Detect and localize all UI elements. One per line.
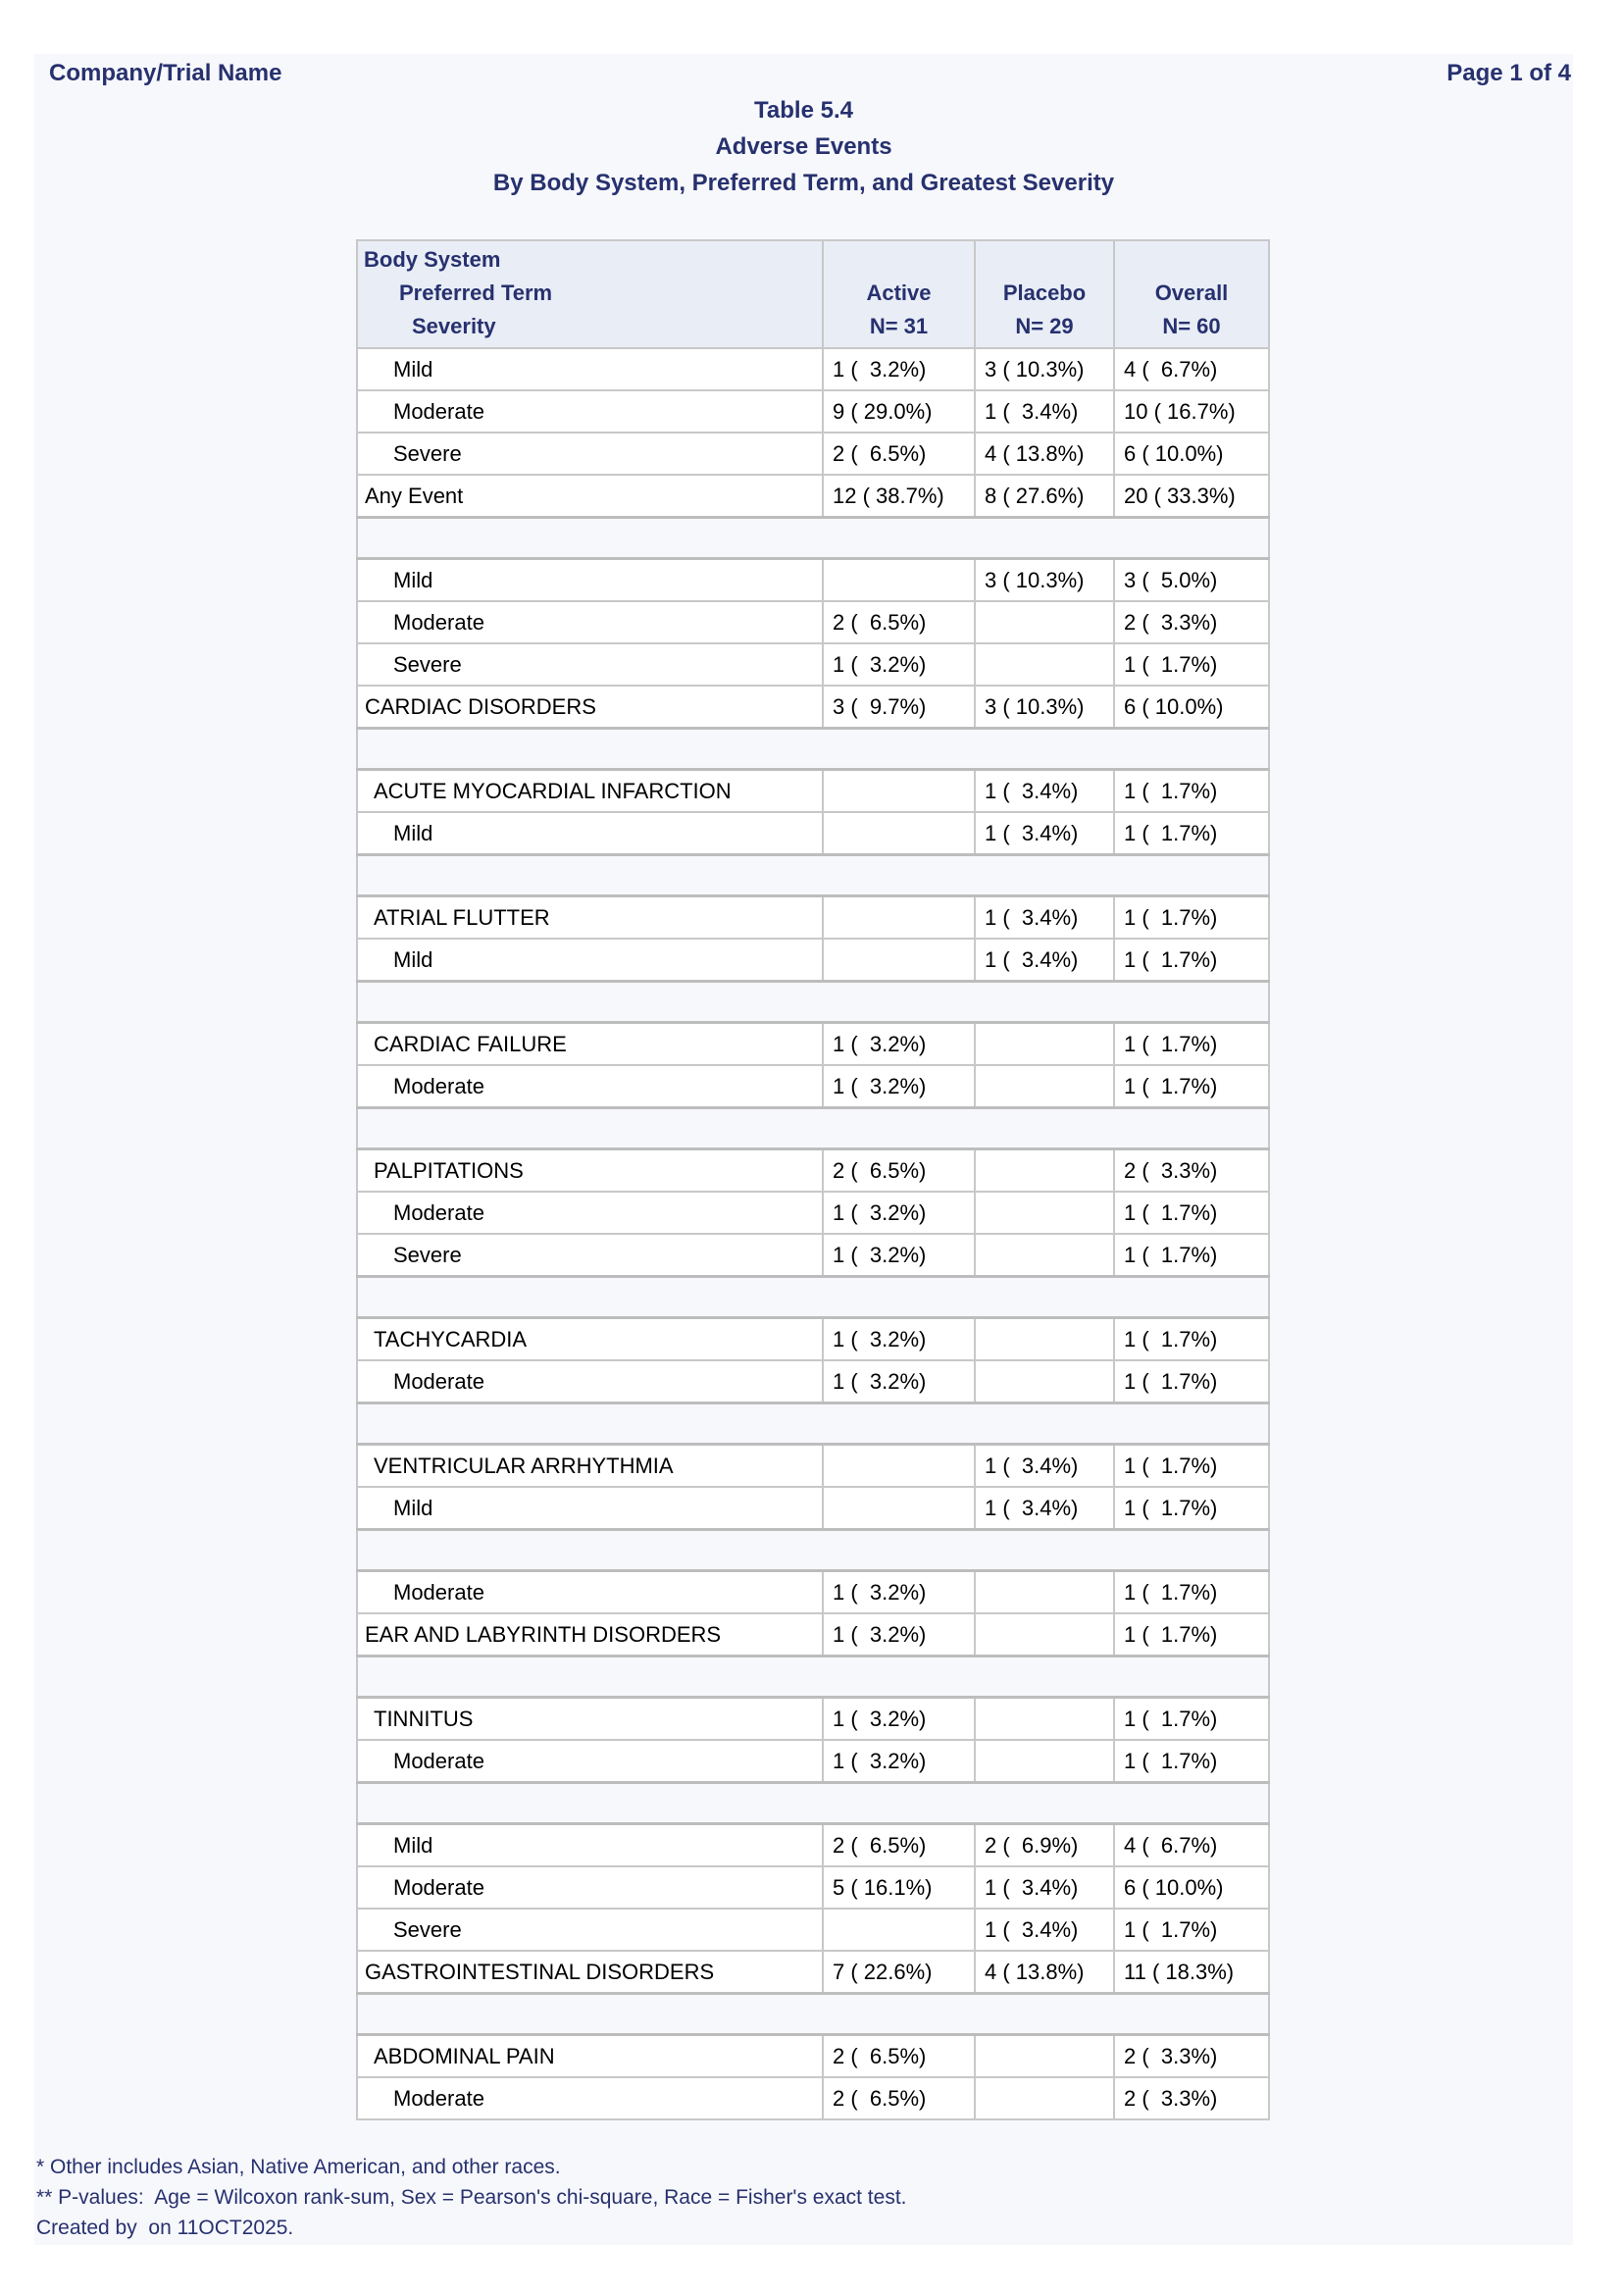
active-cell (823, 1445, 975, 1488)
active-cell: 1 ( 3.2%) (823, 1571, 975, 1614)
separator-row (357, 1994, 1269, 2035)
separator-cell (357, 982, 1269, 1023)
placebo-cell (975, 1149, 1114, 1193)
report-page (34, 54, 1573, 2245)
active-cell: 12 ( 38.7%) (823, 475, 975, 518)
preferred-term-label: ATRIAL FLUTTER (357, 896, 823, 940)
overall-cell: 1 ( 1.7%) (1114, 1445, 1269, 1488)
active-cell (823, 1909, 975, 1951)
separator-row (357, 982, 1269, 1023)
severity-label: Mild (357, 348, 823, 390)
overall-cell: 1 ( 1.7%) (1114, 1698, 1269, 1741)
table-row (357, 1192, 1269, 1234)
footnote-created-by: Created by on 11OCT2025. (36, 2217, 294, 2239)
overall-cell: 1 ( 1.7%) (1114, 1234, 1269, 1277)
table-row (357, 939, 1269, 982)
placebo-cell: 3 ( 10.3%) (975, 559, 1114, 602)
active-cell: 2 ( 6.5%) (823, 1149, 975, 1193)
footnote-races: * Other includes Asian, Native American, and other races. (36, 2156, 561, 2178)
table-row (357, 390, 1269, 433)
placebo-cell (975, 1740, 1114, 1783)
separator-row (357, 855, 1269, 896)
overall-cell: 6 ( 10.0%) (1114, 686, 1269, 729)
preferred-term-label: TACHYCARDIA (357, 1318, 823, 1361)
preferred-term-label: ACUTE MYOCARDIAL INFARCTION (357, 770, 823, 813)
overall-cell: 6 ( 10.0%) (1114, 1866, 1269, 1909)
active-cell (823, 896, 975, 940)
overall-cell: 1 ( 1.7%) (1114, 1740, 1269, 1783)
placebo-cell: 4 ( 13.8%) (975, 433, 1114, 475)
stub-column-header (357, 240, 823, 348)
active-cell (823, 812, 975, 855)
placebo-cell: 8 ( 27.6%) (975, 475, 1114, 518)
overall-cell: 1 ( 1.7%) (1114, 1360, 1269, 1403)
separator-cell (357, 729, 1269, 770)
table-subtitle: By Body System, Preferred Term, and Greatest Severity (492, 170, 1115, 196)
stub-header-severity: Severity (412, 314, 496, 338)
overall-cell: 2 ( 3.3%) (1114, 1149, 1269, 1193)
active-cell: 1 ( 3.2%) (823, 1698, 975, 1741)
table-row (357, 770, 1269, 813)
adverse-events-table (356, 239, 1270, 2120)
active-cell: 2 ( 6.5%) (823, 2077, 975, 2119)
separator-row (357, 1108, 1269, 1149)
table-header (357, 240, 1269, 348)
placebo-cell (975, 1234, 1114, 1277)
overall-cell: 1 ( 1.7%) (1114, 896, 1269, 940)
severity-label: Moderate (357, 1360, 823, 1403)
placebo-cell: 1 ( 3.4%) (975, 1445, 1114, 1488)
active-cell (823, 770, 975, 813)
separator-cell (357, 518, 1269, 559)
table-body (357, 348, 1269, 2119)
placebo-cell (975, 643, 1114, 686)
severity-label: Severe (357, 1234, 823, 1277)
placebo-cell (975, 1698, 1114, 1741)
body-system-label: Any Event (357, 475, 823, 518)
active-cell (823, 939, 975, 982)
separator-row (357, 729, 1269, 770)
placebo-cell: 1 ( 3.4%) (975, 939, 1114, 982)
active-cell: 1 ( 3.2%) (823, 1023, 975, 1066)
severity-label: Severe (357, 1909, 823, 1951)
placebo-cell: 1 ( 3.4%) (975, 1909, 1114, 1951)
table-row (357, 1824, 1269, 1867)
active-cell: 3 ( 9.7%) (823, 686, 975, 729)
active-cell: 1 ( 3.2%) (823, 1318, 975, 1361)
active-cell (823, 559, 975, 602)
footnote-pvalues: ** P-values: Age = Wilcoxon rank-sum, Sex = Pearson's chi-square, Race = Fisher's exact test. (36, 2186, 907, 2209)
title-block (34, 92, 1573, 201)
overall-cell: 4 ( 6.7%) (1114, 1824, 1269, 1867)
body-system-label: GASTROINTESTINAL DISORDERS (357, 1951, 823, 1994)
active-column-label: Active (866, 280, 932, 305)
table-row (357, 1360, 1269, 1403)
overall-cell: 1 ( 1.7%) (1114, 1613, 1269, 1657)
page-number: Page 1 of 4 (1446, 60, 1571, 86)
active-cell: 1 ( 3.2%) (823, 1613, 975, 1657)
separator-row (357, 1530, 1269, 1571)
table-row (357, 2077, 1269, 2119)
active-cell: 1 ( 3.2%) (823, 1234, 975, 1277)
severity-label: Moderate (357, 601, 823, 643)
overall-cell: 2 ( 3.3%) (1114, 2077, 1269, 2119)
separator-row (357, 1403, 1269, 1445)
separator-cell (357, 1403, 1269, 1445)
placebo-cell (975, 2077, 1114, 2119)
table-row (357, 1318, 1269, 1361)
active-cell: 1 ( 3.2%) (823, 1065, 975, 1108)
separator-cell (357, 1530, 1269, 1571)
severity-label: Moderate (357, 1192, 823, 1234)
overall-cell: 6 ( 10.0%) (1114, 433, 1269, 475)
placebo-cell (975, 1065, 1114, 1108)
overall-cell: 1 ( 1.7%) (1114, 1318, 1269, 1361)
severity-label: Moderate (357, 390, 823, 433)
active-cell: 1 ( 3.2%) (823, 348, 975, 390)
footnote-block (36, 2152, 907, 2243)
overall-cell: 3 ( 5.0%) (1114, 559, 1269, 602)
report-header (34, 54, 1573, 88)
severity-label: Mild (357, 1824, 823, 1867)
stub-header-body-system: Body System (364, 247, 501, 272)
severity-label: Severe (357, 433, 823, 475)
active-cell: 1 ( 3.2%) (823, 643, 975, 686)
body-system-label: CARDIAC DISORDERS (357, 686, 823, 729)
severity-label: Mild (357, 1487, 823, 1530)
overall-column-label: Overall (1154, 280, 1229, 305)
separator-cell (357, 1657, 1269, 1698)
table-row (357, 1866, 1269, 1909)
severity-label: Moderate (357, 1571, 823, 1614)
placebo-column-header (975, 240, 1114, 348)
separator-row (357, 518, 1269, 559)
body-system-label: EAR AND LABYRINTH DISORDERS (357, 1613, 823, 1657)
overall-cell: 1 ( 1.7%) (1114, 1192, 1269, 1234)
table-row (357, 1149, 1269, 1193)
placebo-cell: 1 ( 3.4%) (975, 1866, 1114, 1909)
overall-column-n: N= 60 (1162, 314, 1221, 338)
overall-cell: 11 ( 18.3%) (1114, 1951, 1269, 1994)
placebo-cell: 2 ( 6.9%) (975, 1824, 1114, 1867)
placebo-cell: 1 ( 3.4%) (975, 390, 1114, 433)
table-row (357, 1951, 1269, 1994)
severity-label: Mild (357, 559, 823, 602)
placebo-cell: 1 ( 3.4%) (975, 812, 1114, 855)
table-row (357, 1445, 1269, 1488)
severity-label: Moderate (357, 1740, 823, 1783)
placebo-cell (975, 2035, 1114, 2078)
severity-label: Moderate (357, 2077, 823, 2119)
overall-cell: 2 ( 3.3%) (1114, 601, 1269, 643)
table-row (357, 812, 1269, 855)
active-cell: 2 ( 6.5%) (823, 2035, 975, 2078)
preferred-term-label: CARDIAC FAILURE (357, 1023, 823, 1066)
active-cell: 2 ( 6.5%) (823, 433, 975, 475)
table-row (357, 433, 1269, 475)
table-row (357, 601, 1269, 643)
active-cell: 5 ( 16.1%) (823, 1866, 975, 1909)
placebo-column-label: Placebo (1002, 280, 1087, 305)
active-cell (823, 1487, 975, 1530)
separator-row (357, 1277, 1269, 1318)
preferred-term-label: VENTRICULAR ARRHYTHMIA (357, 1445, 823, 1488)
separator-row (357, 1783, 1269, 1824)
table-row (357, 559, 1269, 602)
overall-cell: 2 ( 3.3%) (1114, 2035, 1269, 2078)
table-row (357, 1023, 1269, 1066)
severity-label: Mild (357, 939, 823, 982)
overall-cell: 1 ( 1.7%) (1114, 770, 1269, 813)
table-row (357, 1065, 1269, 1108)
table-number-title: Table 5.4 (754, 97, 853, 124)
active-cell: 1 ( 3.2%) (823, 1192, 975, 1234)
table-row (357, 1909, 1269, 1951)
preferred-term-label: TINNITUS (357, 1698, 823, 1741)
placebo-cell: 3 ( 10.3%) (975, 686, 1114, 729)
overall-cell: 1 ( 1.7%) (1114, 939, 1269, 982)
table-row (357, 896, 1269, 940)
separator-cell (357, 1108, 1269, 1149)
table-row (357, 1698, 1269, 1741)
overall-cell: 1 ( 1.7%) (1114, 1487, 1269, 1530)
placebo-cell (975, 601, 1114, 643)
placebo-cell (975, 1613, 1114, 1657)
placebo-column-n: N= 29 (1015, 314, 1074, 338)
preferred-term-label: ABDOMINAL PAIN (357, 2035, 823, 2078)
preferred-term-label: PALPITATIONS (357, 1149, 823, 1193)
severity-label: Moderate (357, 1065, 823, 1108)
table-row (357, 1613, 1269, 1657)
separator-cell (357, 1783, 1269, 1824)
table-name-title: Adverse Events (715, 133, 892, 160)
table-row (357, 2035, 1269, 2078)
severity-label: Moderate (357, 1866, 823, 1909)
active-cell: 9 ( 29.0%) (823, 390, 975, 433)
severity-label: Mild (357, 812, 823, 855)
separator-row (357, 1657, 1269, 1698)
separator-cell (357, 1277, 1269, 1318)
active-cell: 1 ( 3.2%) (823, 1740, 975, 1783)
placebo-cell: 1 ( 3.4%) (975, 1487, 1114, 1530)
table-row (357, 1571, 1269, 1614)
overall-cell: 20 ( 33.3%) (1114, 475, 1269, 518)
placebo-cell (975, 1192, 1114, 1234)
placebo-cell (975, 1360, 1114, 1403)
placebo-cell: 1 ( 3.4%) (975, 896, 1114, 940)
table-row (357, 348, 1269, 390)
active-cell: 2 ( 6.5%) (823, 601, 975, 643)
table-row (357, 1740, 1269, 1783)
separator-cell (357, 1994, 1269, 2035)
overall-cell: 1 ( 1.7%) (1114, 1065, 1269, 1108)
overall-cell: 10 ( 16.7%) (1114, 390, 1269, 433)
placebo-cell (975, 1318, 1114, 1361)
overall-cell: 1 ( 1.7%) (1114, 812, 1269, 855)
table-row (357, 1487, 1269, 1530)
overall-column-header (1114, 240, 1269, 348)
stub-header-preferred-term: Preferred Term (399, 280, 553, 305)
severity-label: Severe (357, 643, 823, 686)
overall-cell: 1 ( 1.7%) (1114, 1571, 1269, 1614)
placebo-cell: 1 ( 3.4%) (975, 770, 1114, 813)
placebo-cell (975, 1571, 1114, 1614)
active-column-n: N= 31 (869, 314, 929, 338)
table-row (357, 686, 1269, 729)
overall-cell: 1 ( 1.7%) (1114, 643, 1269, 686)
table-row (357, 475, 1269, 518)
placebo-cell: 4 ( 13.8%) (975, 1951, 1114, 1994)
placebo-cell (975, 1023, 1114, 1066)
active-cell: 1 ( 3.2%) (823, 1360, 975, 1403)
overall-cell: 1 ( 1.7%) (1114, 1023, 1269, 1066)
header-row (357, 240, 1269, 348)
company-trial-name: Company/Trial Name (49, 60, 282, 86)
active-cell: 7 ( 22.6%) (823, 1951, 975, 1994)
active-column-header (823, 240, 975, 348)
table-row (357, 1234, 1269, 1277)
separator-cell (357, 855, 1269, 896)
overall-cell: 4 ( 6.7%) (1114, 348, 1269, 390)
table-row (357, 643, 1269, 686)
overall-cell: 1 ( 1.7%) (1114, 1909, 1269, 1951)
active-cell: 2 ( 6.5%) (823, 1824, 975, 1867)
placebo-cell: 3 ( 10.3%) (975, 348, 1114, 390)
